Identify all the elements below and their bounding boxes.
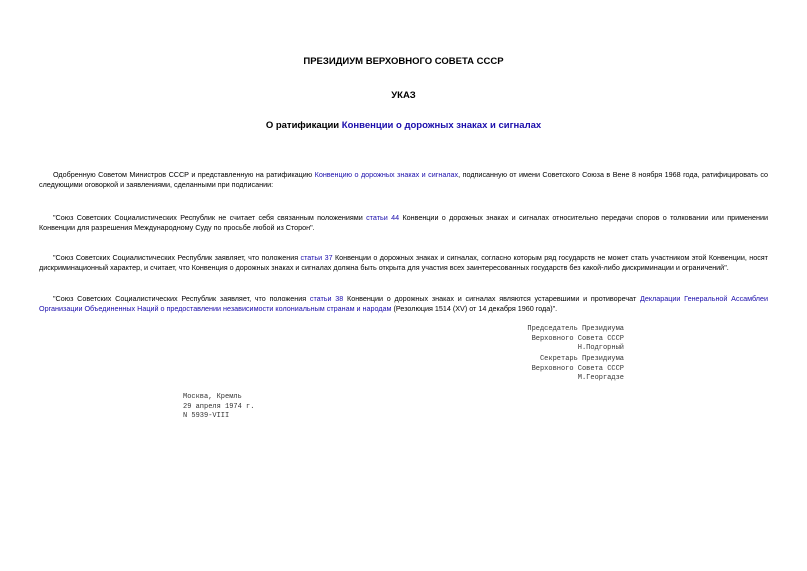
convention-title-link[interactable]: Конвенции о дорожных знаках и сигналах — [341, 120, 542, 131]
signature-name: Н.Подгорный — [577, 344, 624, 352]
signature-line: Председатель Президиума — [527, 325, 624, 333]
article-38-link[interactable]: статьи 38 — [309, 294, 344, 303]
paragraph-text: Одобренную Советом Министров СССР и представленную на ратификацию — [53, 170, 315, 179]
signature-name: М.Георгадзе — [577, 374, 624, 382]
issuing-authority: ПРЕЗИДИУМ ВЕРХОВНОГО СОВЕТА СССР — [303, 56, 504, 67]
paragraph-text: "Союз Советских Социалистических Республик не считает себя связанным положениями — [53, 213, 367, 222]
signature-secretary — [532, 355, 624, 384]
convention-link[interactable]: Конвенцию о дорожных знаках и сигналах — [314, 170, 459, 179]
un-declaration-link[interactable]: Декларации Генеральной Ассамблеи Организации Объединенных Наций о предоставлении независимости колониальным странам и народам — [39, 294, 769, 313]
paragraph-text: Конвенции о дорожных знаках и сигналах, согласно которым ряд государств не может стать участником этой Конвенции, носят дискриминационный характер, и считает, что Конвенция о дорожных знаках и сигналах должна быть открыта для участия всех заинтересованных государств без какой-либо дискриминации и ограничений". — [39, 253, 768, 272]
title-prefix: О ратификации — [265, 120, 342, 131]
paragraph-text: Конвенции о дорожных знаках и сигналах являются устаревшими и противоречат — [343, 294, 640, 303]
place-and-date — [183, 393, 254, 422]
paragraph-text: , подписанную от имени Советского Союза в Вене 8 ноября 1968 года, ратифицировать со следующими оговоркой и заявлениями, сделанными при подписании: — [39, 170, 768, 189]
paragraph-text: "Союз Советских Социалистических Республик заявляет, что положения — [53, 253, 301, 262]
decree-number: N 5939-VIII — [183, 412, 230, 420]
signature-chairman — [527, 325, 624, 354]
paragraph-ratification — [39, 170, 768, 190]
document-type: УКАЗ — [391, 90, 416, 101]
paragraph-reservation-article-44 — [39, 213, 768, 233]
signature-line: Секретарь Президиума — [539, 355, 624, 363]
paragraph-text: (Резолюция 1514 (XV) от 14 декабря 1960 года)". — [391, 304, 558, 313]
signature-line: Верховного Совета СССР — [531, 334, 624, 343]
paragraph-text: "Союз Советских Социалистических Республик заявляет, что положения — [53, 294, 310, 303]
paragraph-text: Конвенции о дорожных знаках и сигналах относительно передачи споров о толковании или применении Конвенции для разрешения Международному Суду по просьбе любой из Сторон". — [39, 213, 769, 232]
signature-line: Верховного Совета СССР — [531, 364, 624, 373]
paragraph-statement-article-37 — [39, 253, 768, 273]
paragraph-statement-article-38 — [39, 294, 768, 314]
place: Москва, Кремль — [183, 393, 242, 401]
article-37-link[interactable]: статьи 37 — [300, 253, 333, 262]
document-title — [0, 120, 807, 131]
date: 29 апреля 1974 г. — [183, 402, 255, 411]
article-44-link[interactable]: статьи 44 — [366, 213, 400, 222]
